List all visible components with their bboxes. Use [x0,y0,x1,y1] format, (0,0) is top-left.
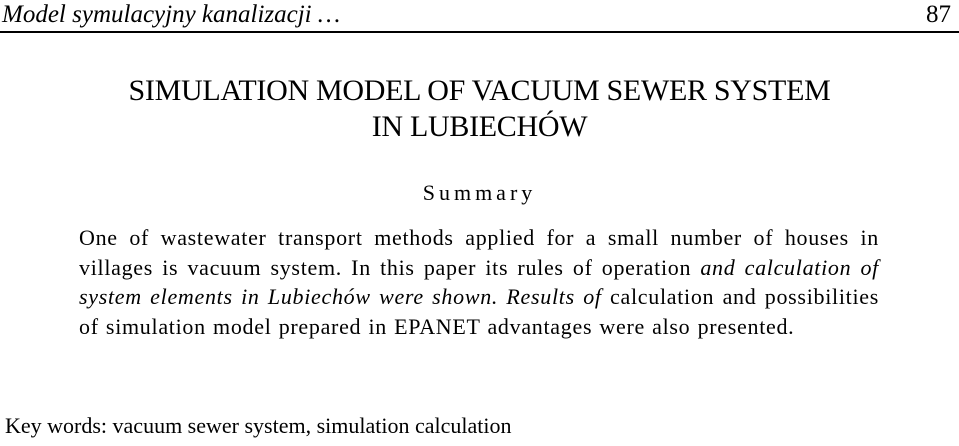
running-header [0,0,959,33]
page-number: 87 [926,1,951,28]
article-title-line-2: IN LUBIECHÓW [371,110,588,143]
article-title-line-1: SIMULATION MODEL OF VACUUM SEWER SYSTEM [128,74,831,107]
keywords: Key words: vacuum sewer system, simulation calculation [5,413,512,438]
abstract-text-part-3: calculation and possibilities of simulation model prepared in EPANET advantages were also presented. [79,284,879,339]
abstract-paragraph [79,223,879,341]
abstract-text-italic: and calculation of system elements in Lubiechów were shown. Results of [79,254,879,309]
running-title: Model symulacyjny kanalizacji … [2,1,341,28]
summary-heading: Summary [422,180,537,205]
abstract-text-part-1: One of wastewater transport methods applied for a small number of houses in villages is vacuum system. In this paper its rules of operation [79,225,879,280]
article-title [0,73,959,145]
